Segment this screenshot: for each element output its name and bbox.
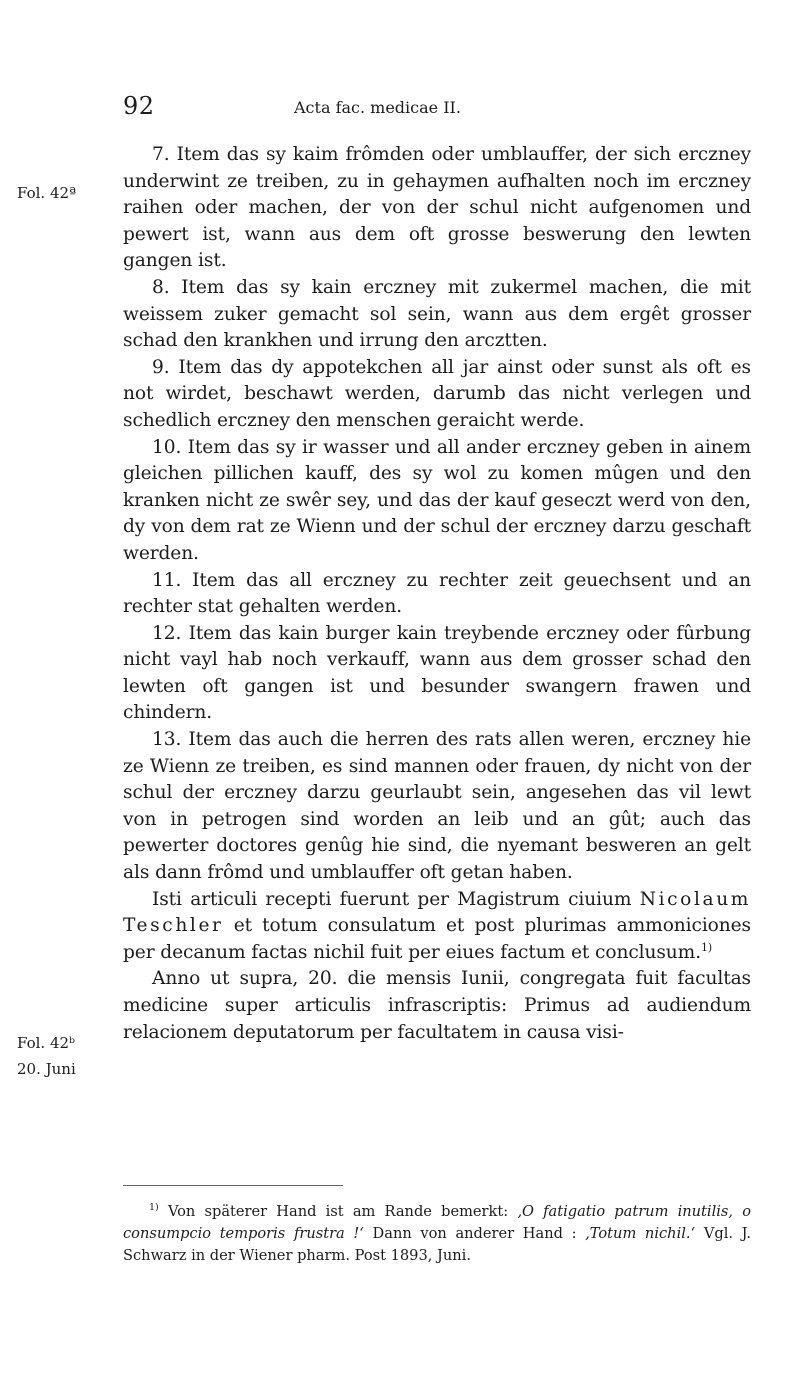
latin-paragraph [123,887,751,967]
article-10: 10. Item das sy ir wasser und all ander erczney geben in ainem gleichen pillichen kauff, des sy wol zu komen mûgen und den kranken nicht ze swêr sey, und das der kauf geseczt werd von den, dy von dem rat ze Wienn und der schul der erczney darzu geschaft werden. [123,436,751,564]
margin-note-fol-42b: Fol. 42ᵇ [17,1034,76,1052]
footnote-text-3: Vgl. J. Schwarz in der Wiener pharm. Post 1893, Juni. [123,1225,752,1264]
article-8: 8. Item das sy kain erczney mit zukermel machen, die mit weissem zuker gemacht sol sein, wann aus dem ergêt grosser schad den krankhen und irrung den arcztten. [123,276,751,352]
article-11: 11. Item das all erczney zu rechter zeit geuechsent und an rechter stat gehalten werden. [123,569,751,618]
page-header [0,92,800,132]
article-9: 9. Item das dy appotekchen all jar ainst oder sunst als oft es not wirdet, beschawt werden, darumb das nicht verlegen und schedlich erczney den menschen geraicht werde. [123,356,751,431]
page-number: 92 [123,92,155,120]
latin-text-a: Isti articuli recepti fuerunt per Magistrum ciuium [152,888,632,910]
person-name-teschler: Teschler [123,915,224,937]
footnote-mark: 1) [149,1202,159,1214]
footnote-divider [123,1185,343,1186]
footnote-text-2: Dann von anderer Hand : [372,1225,577,1242]
anno-paragraph: Anno ut supra, 20. die mensis Iunii, congregata fuit facultas medicine super articulis infrascriptis: Primus ad audiendum relacionem deputatorum per facultatem in causa visi- [123,968,751,1043]
article-13: 13. Item das auch die herren des rats allen weren, erczney hie ze Wienn ze treiben, es sind mannen oder frauen, dy nicht von der schul der erczney darzu geurlaubt sein, angesehen das vil lewt von in petrogen sind worden an leib und an gût; auch das pewerter doctores genûg hie sind, die nyemant besweren an gelt als dann frômd und umblauffer oft getan haben. [123,729,751,884]
margin-note-date: 20. Juni [17,1060,76,1078]
footnote-quote-1: ‚O fatigatio patrum inutilis, o consumpcio temporis frustra !‘ [123,1203,751,1242]
footnote-quote-2: ‚Totum nichil.‘ [585,1225,696,1242]
article-7: 7. Item das sy kaim frômden oder umblauffer, der sich erczney underwint ze treiben, zu in gehaymen aufhalten noch im erczney raihen oder machen, der von der schul nicht aufgenomen und pewert ist, wann aus dem oft grosse beswerung den lewten gangen ist. [123,144,751,272]
footnote-text-1: Von späterer Hand ist am Rande bemerkt: [167,1203,509,1220]
footnote-reference: 1) [701,940,713,954]
margin-note-fol-42a: Fol. 42ª [17,184,77,202]
running-title: Acta fac. medicae II. [294,98,461,117]
main-text [123,142,751,1046]
footnote [123,1201,751,1267]
person-name-nicolaus: Nicolaum [639,888,751,910]
article-12: 12. Item das kain burger kain treybende erczney oder fûrbung nicht vayl hab noch verkauff, wann aus dem grosser schad den lewten oft gangen ist und besunder swangern frawen und chindern. [123,622,751,724]
latin-text-b: et totum consulatum et post plurimas ammoniciones per decanum factas nichil fuit per eiues factum et conclusum. [123,915,751,963]
